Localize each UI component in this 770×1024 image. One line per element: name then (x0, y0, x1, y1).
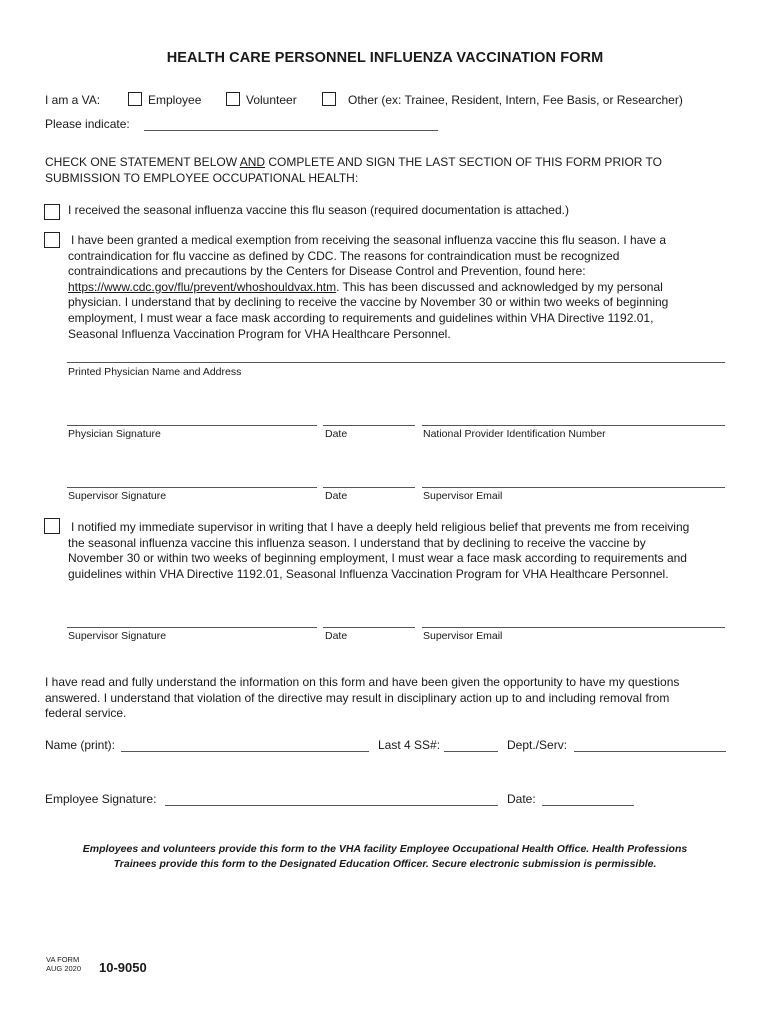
statement-vaccinated-checkbox[interactable] (44, 204, 60, 220)
supervisor-email-caption-2: Supervisor Email (423, 630, 503, 642)
physician-signature-caption: Physician Signature (68, 428, 161, 440)
cdc-link[interactable]: https://www.cdc.gov/flu/prevent/whoshouldvax.htm (68, 279, 337, 294)
supervisor-email-caption-1: Supervisor Email (423, 490, 503, 502)
employee-date-field[interactable] (542, 805, 634, 806)
instructions-line2: SUBMISSION TO EMPLOYEE OCCUPATIONAL HEALTH: (45, 171, 359, 185)
dept-serv-label: Dept./Serv: (507, 738, 568, 752)
npi-field[interactable] (422, 425, 725, 426)
physician-signature-field[interactable] (67, 425, 317, 426)
employee-checkbox[interactable] (128, 92, 142, 106)
physician-date-field[interactable] (323, 425, 415, 426)
volunteer-checkbox[interactable] (226, 92, 240, 106)
supervisor-date-caption-1: Date (325, 490, 348, 502)
supervisor-date-field-2[interactable] (323, 627, 415, 628)
form-number: 10-9050 (99, 960, 147, 975)
last4-ssn-label: Last 4 SS#: (378, 738, 441, 752)
supervisor-date-field-1[interactable] (323, 487, 415, 488)
employee-signature-label: Employee Signature: (45, 792, 157, 806)
statement-religious-exemption-text: I notified my immediate supervisor in writing that I have a deeply held religious belief that prevents me from receiving the seasonal influenza vaccine this influenza season. I understand that by declining to receive the vaccine by November 30 or within two weeks of beginning employment, I must wear a face mask according to requirements and guidelines within VHA Directive 1192.01, Seasonal Influenza Vaccination Program for VHA Healthcare Personnel. (68, 520, 690, 581)
name-print-field[interactable] (121, 751, 369, 752)
employee-option-label: Employee (148, 93, 202, 107)
statement-medical-exemption-checkbox[interactable] (44, 232, 60, 248)
supervisor-signature-caption-1: Supervisor Signature (68, 490, 167, 502)
role-label: I am a VA: (45, 93, 101, 107)
supervisor-signature-caption-2: Supervisor Signature (68, 630, 167, 642)
supervisor-signature-field-1[interactable] (67, 487, 317, 488)
employee-signature-field[interactable] (165, 805, 498, 806)
instructions-line1: CHECK ONE STATEMENT BELOW AND COMPLETE AND SIGN THE LAST SECTION OF THIS FORM PRIOR TO (45, 155, 663, 169)
npi-caption: National Provider Identification Number (423, 428, 606, 440)
form-title: HEALTH CARE PERSONNEL INFLUENZA VACCINATION FORM (166, 50, 604, 66)
please-indicate-field[interactable] (144, 130, 438, 131)
submission-instructions: Employees and volunteers provide this form to the VHA facility Employee Occupational Health Office. Health Professions Trainees provide this form to the Designated Education Officer. Secure electronic submission is permissible. (82, 843, 688, 870)
last4-ssn-field[interactable] (444, 751, 498, 752)
printed-physician-name-field[interactable] (67, 362, 725, 363)
supervisor-email-field-2[interactable] (422, 627, 725, 628)
statement-vaccinated-text: I received the seasonal influenza vaccine this flu season (required documentation is attached.) (68, 203, 569, 217)
supervisor-date-caption-2: Date (325, 630, 348, 642)
dept-serv-field[interactable] (574, 751, 726, 752)
statement-medical-exemption-text: I have been granted a medical exemption from receiving the seasonal influenza vaccine this flu season. I have a contraindication for flu vaccine as defined by CDC. The reasons for contraindication must be recognized contraindications and precautions by the Centers for Disease Control and Prevention, found here: https://www.cdc.gov/flu/prevent/whoshouldvax.htm. This has been discussed and acknowledged by my personal physician. I understand that by declining to receive the vaccine by November 30 or within two weeks of beginning employment, I must wear a face mask according to requirements and guidelines within VHA Directive 1192.01, Seasonal Influenza Vaccination Program for VHA Healthcare Personnel. (68, 233, 669, 341)
employee-date-label: Date: (507, 792, 536, 806)
other-checkbox[interactable] (322, 92, 336, 106)
volunteer-option-label: Volunteer (246, 93, 297, 107)
other-option-label: Other (ex: Trainee, Resident, Intern, Fee Basis, or Researcher) (348, 93, 683, 107)
physician-date-caption: Date (325, 428, 348, 440)
please-indicate-label: Please indicate: (45, 117, 130, 131)
printed-physician-name-caption: Printed Physician Name and Address (68, 366, 242, 378)
acknowledgement-text: I have read and fully understand the information on this form and have been given the opportunity to have my questions answered. I understand that violation of the directive may result in disciplinary action up to and including removal from federal service. (45, 675, 680, 721)
supervisor-signature-field-2[interactable] (67, 627, 317, 628)
va-form-label: VA FORM AUG 2020 (46, 955, 82, 973)
statement-religious-exemption-checkbox[interactable] (44, 518, 60, 534)
name-print-label: Name (print): (45, 738, 116, 752)
supervisor-email-field-1[interactable] (422, 487, 725, 488)
